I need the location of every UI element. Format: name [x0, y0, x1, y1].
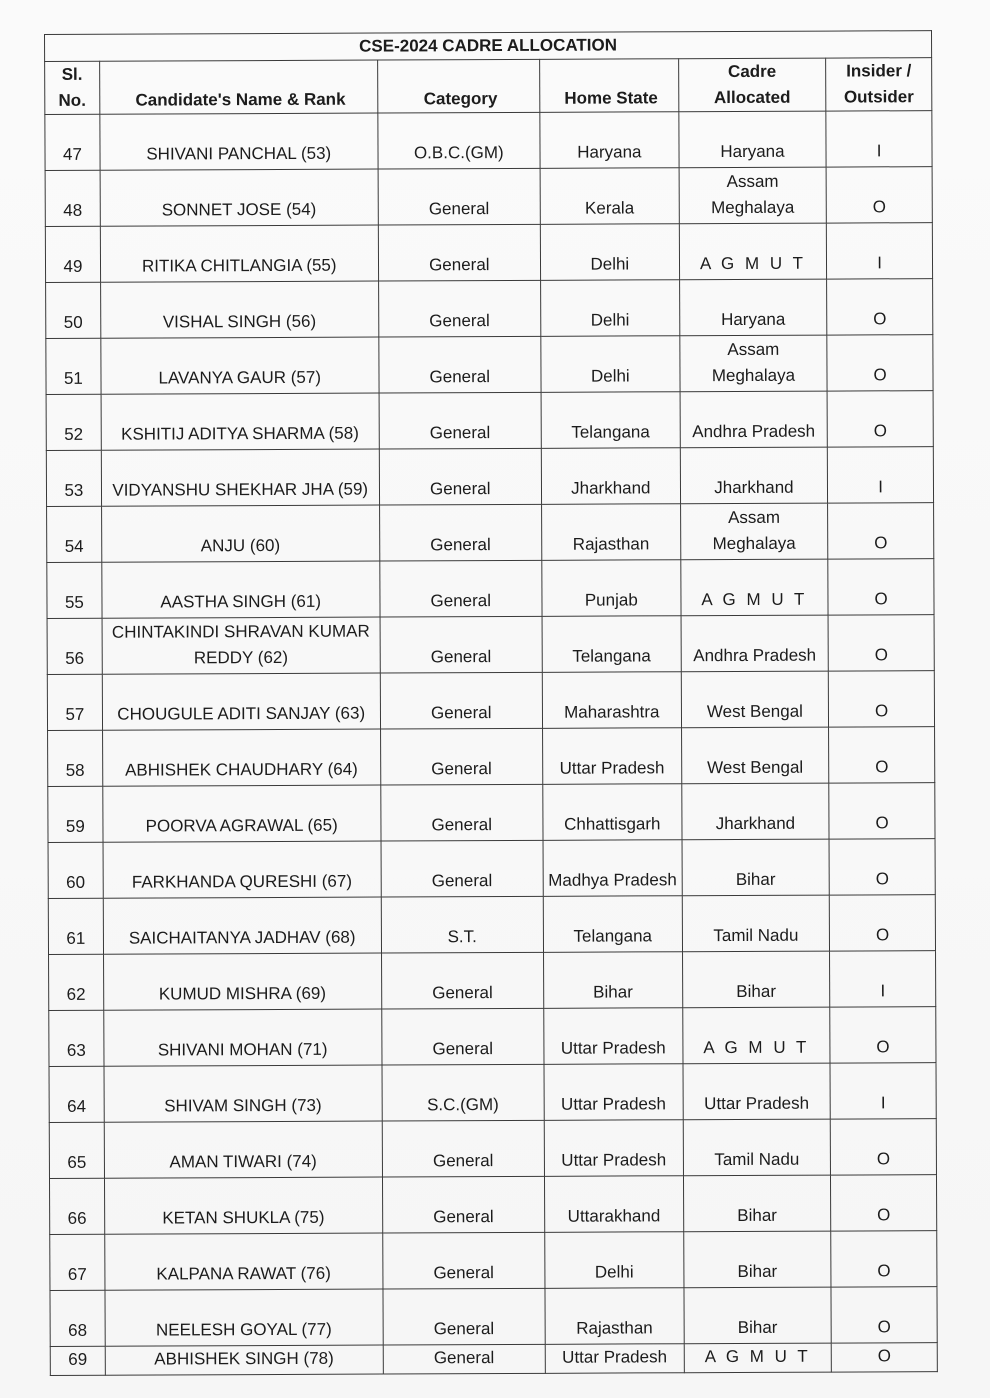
cell-home-state: Uttar Pradesh: [544, 1008, 683, 1065]
cell-insider-outsider: O: [831, 1343, 937, 1372]
cell-home-state: Madhya Pradesh: [543, 840, 682, 897]
cell-home-state: Chhattisgarh: [543, 784, 682, 841]
cell-candidate-name: SHIVAM SINGH (73): [104, 1065, 382, 1122]
cell-home-state: Telangana: [541, 392, 680, 449]
cell-sl-no: 58: [48, 730, 103, 786]
cell-category: General: [382, 1120, 545, 1177]
cell-sl-no: 68: [50, 1290, 105, 1346]
table-row: [46, 279, 933, 339]
cell-cadre-allocated: Jharkhand: [681, 783, 829, 840]
cell-cadre-allocated: Assam Meghalaya: [680, 503, 828, 560]
cell-insider-outsider: O: [831, 1231, 937, 1287]
cell-cadre-allocated: A G M U T: [682, 1007, 830, 1064]
cell-candidate-name: NEELESH GOYAL (77): [105, 1289, 383, 1346]
cell-insider-outsider: O: [829, 783, 935, 839]
cell-category: General: [381, 1008, 544, 1065]
cell-home-state: Uttar Pradesh: [544, 1120, 683, 1177]
cell-insider-outsider: O: [828, 559, 934, 615]
table-row: [49, 951, 936, 1011]
cell-candidate-name: SHIVANI PANCHAL (53): [100, 113, 378, 170]
cell-cadre-allocated: Haryana: [679, 279, 827, 336]
cell-home-state: Delhi: [545, 1232, 684, 1289]
cadre-allocation-table: [44, 30, 938, 1376]
cell-sl-no: 59: [48, 786, 103, 842]
table-row: [47, 671, 934, 731]
cell-category: General: [379, 504, 542, 561]
cell-cadre-allocated: Uttar Pradesh: [683, 1063, 831, 1120]
cell-candidate-name: VIDYANSHU SHEKHAR JHA (59): [101, 449, 379, 506]
header-sl-line1: Sl.: [61, 64, 83, 84]
cell-insider-outsider: O: [828, 671, 934, 727]
table-row: [47, 615, 934, 675]
cell-sl-no: 62: [49, 954, 104, 1010]
cell-insider-outsider: O: [827, 391, 933, 447]
cell-category: General: [378, 280, 541, 337]
cell-category: General: [378, 168, 541, 225]
header-sl-no: [45, 61, 100, 114]
cell-sl-no: 49: [45, 226, 100, 282]
cell-candidate-name: KSHITIJ ADITYA SHARMA (58): [101, 393, 379, 450]
cell-sl-no: 54: [47, 506, 102, 562]
cell-sl-no: 55: [47, 562, 102, 618]
cell-insider-outsider: O: [830, 1007, 936, 1063]
cell-candidate-name: SHIVANI MOHAN (71): [104, 1009, 382, 1066]
cell-sl-no: 57: [47, 674, 102, 730]
cell-category: General: [381, 952, 544, 1009]
cell-sl-no: 67: [50, 1234, 105, 1290]
cell-cadre-allocated: A G M U T: [684, 1343, 832, 1373]
cell-candidate-name: AMAN TIWARI (74): [104, 1121, 382, 1178]
header-home-state: Home State: [540, 59, 679, 113]
header-cadre-line1: Cadre: [727, 61, 777, 82]
table-body: [45, 111, 937, 1376]
cell-cadre-allocated: A G M U T: [680, 559, 828, 616]
cell-home-state: Delhi: [540, 224, 679, 281]
cell-home-state: Uttar Pradesh: [542, 728, 681, 785]
cell-candidate-name: VISHAL SINGH (56): [100, 281, 378, 338]
cell-cadre-allocated: Andhra Pradesh: [681, 615, 829, 672]
cell-cadre-allocated: Tamil Nadu: [683, 1119, 831, 1176]
cell-cadre-allocated: Andhra Pradesh: [680, 391, 828, 448]
cell-sl-no: 65: [49, 1122, 104, 1178]
header-io-line1: Insider /: [846, 61, 912, 81]
cell-candidate-name: KUMUD MISHRA (69): [103, 953, 381, 1010]
cell-category: General: [381, 840, 544, 897]
cell-insider-outsider: I: [827, 223, 933, 279]
table-row: [45, 223, 932, 283]
cell-category: General: [379, 448, 542, 505]
cell-home-state: Rajasthan: [542, 504, 681, 561]
cell-insider-outsider: I: [830, 951, 936, 1007]
cell-insider-outsider: I: [826, 111, 932, 167]
cell-sl-no: 53: [46, 450, 101, 506]
cell-home-state: Punjab: [542, 560, 681, 617]
cell-sl-no: 63: [49, 1010, 104, 1066]
cell-cadre-allocated: Bihar: [682, 839, 830, 896]
cell-insider-outsider: O: [827, 279, 933, 335]
table-row: [49, 1063, 936, 1123]
cell-candidate-name: FARKHANDA QURESHI (67): [103, 841, 381, 898]
cell-category: S.C.(GM): [382, 1064, 545, 1121]
cell-insider-outsider: O: [829, 727, 935, 783]
cell-home-state: Telangana: [542, 616, 681, 673]
cell-category: General: [380, 616, 543, 673]
header-category: Category: [377, 59, 540, 113]
cell-insider-outsider: O: [829, 839, 935, 895]
cell-cadre-allocated: Assam Meghalaya: [679, 167, 827, 224]
cell-sl-no: 50: [46, 282, 101, 338]
cell-home-state: Uttar Pradesh: [544, 1064, 683, 1121]
cell-candidate-name: LAVANYA GAUR (57): [101, 337, 379, 394]
cell-sl-no: 69: [50, 1346, 105, 1375]
table-row: [49, 1007, 936, 1067]
table-row: [48, 839, 935, 899]
cell-sl-no: 61: [48, 898, 103, 954]
table-title: CSE-2024 CADRE ALLOCATION: [45, 31, 932, 62]
cell-cadre-allocated: Jharkhand: [680, 447, 828, 504]
cell-sl-no: 52: [46, 394, 101, 450]
cell-home-state: Rajasthan: [545, 1288, 684, 1345]
cell-category: General: [379, 392, 542, 449]
cell-category: General: [378, 336, 541, 393]
cell-cadre-allocated: Bihar: [684, 1287, 832, 1344]
cell-home-state: Telangana: [543, 896, 682, 953]
table-row: [46, 335, 933, 395]
table-row: [47, 503, 934, 563]
cell-home-state: Kerala: [540, 168, 679, 225]
cell-category: General: [383, 1288, 546, 1345]
cell-insider-outsider: O: [830, 1119, 936, 1175]
cell-candidate-name: SAICHAITANYA JADHAV (68): [103, 897, 381, 954]
table-row: [46, 391, 933, 451]
cell-home-state: Jharkhand: [541, 448, 680, 505]
cell-category: General: [379, 560, 542, 617]
cell-sl-no: 51: [46, 338, 101, 394]
table-row: [45, 111, 932, 171]
cell-candidate-name: KETAN SHUKLA (75): [104, 1177, 382, 1234]
table-row: [48, 895, 935, 955]
header-io-line2: Outsider: [843, 87, 914, 107]
cell-insider-outsider: O: [831, 1287, 937, 1343]
cell-candidate-name: AASTHA SINGH (61): [102, 561, 380, 618]
cell-cadre-allocated: Bihar: [683, 1175, 831, 1232]
cell-insider-outsider: O: [828, 503, 934, 559]
table-row: [50, 1287, 937, 1347]
table-row: [49, 1119, 936, 1179]
cell-insider-outsider: O: [831, 1175, 937, 1231]
cell-home-state: Haryana: [540, 112, 679, 169]
table-row: [48, 727, 935, 787]
cell-insider-outsider: I: [828, 447, 934, 503]
table-row: [48, 783, 935, 843]
table-row: [46, 447, 933, 507]
cell-candidate-name: POORVA AGRAWAL (65): [103, 785, 381, 842]
header-cadre-line2: Allocated: [713, 87, 791, 108]
cell-cadre-allocated: Assam Meghalaya: [679, 335, 827, 392]
cell-home-state: Uttar Pradesh: [545, 1344, 684, 1374]
header-cadre-allocated: [678, 58, 826, 112]
cell-insider-outsider: I: [830, 1063, 936, 1119]
cell-candidate-name: SONNET JOSE (54): [100, 169, 378, 226]
cell-cadre-allocated: West Bengal: [681, 671, 829, 728]
cell-insider-outsider: O: [828, 615, 934, 671]
cell-sl-no: 64: [49, 1066, 104, 1122]
cell-candidate-name: ABHISHEK SINGH (78): [105, 1345, 383, 1375]
table-row: [47, 559, 934, 619]
table-title-row: [45, 31, 932, 62]
cell-cadre-allocated: Tamil Nadu: [682, 895, 830, 952]
cell-candidate-name: ANJU (60): [101, 505, 379, 562]
cell-category: O.B.C.(GM): [377, 112, 540, 169]
cell-sl-no: 66: [49, 1178, 104, 1234]
cell-candidate-name: RITIKA CHITLANGIA (55): [100, 225, 378, 282]
cell-category: General: [380, 784, 543, 841]
table-row: [50, 1343, 937, 1376]
table-row: [49, 1175, 936, 1235]
cell-insider-outsider: O: [829, 895, 935, 951]
header-candidate-name: Candidate's Name & Rank: [99, 60, 377, 114]
cell-category: General: [383, 1344, 545, 1374]
table-header-row: [45, 58, 932, 115]
cell-category: General: [382, 1176, 545, 1233]
cell-sl-no: 48: [45, 170, 100, 226]
header-sl-line2: No.: [58, 90, 86, 110]
cell-category: General: [378, 224, 541, 281]
cell-home-state: Bihar: [543, 952, 682, 1009]
cell-cadre-allocated: A G M U T: [679, 223, 827, 280]
cell-candidate-name: ABHISHEK CHAUDHARY (64): [102, 729, 380, 786]
cell-home-state: Delhi: [541, 336, 680, 393]
cell-cadre-allocated: West Bengal: [681, 727, 829, 784]
cell-sl-no: 60: [48, 842, 103, 898]
cell-insider-outsider: O: [827, 335, 933, 391]
cell-candidate-name: CHOUGULE ADITI SANJAY (63): [102, 673, 380, 730]
cell-sl-no: 47: [45, 114, 100, 170]
cell-category: General: [382, 1232, 545, 1289]
cell-cadre-allocated: Haryana: [679, 111, 827, 168]
cell-sl-no: 56: [47, 618, 102, 674]
cell-home-state: Maharashtra: [542, 672, 681, 729]
cell-category: General: [380, 728, 543, 785]
table-row: [50, 1231, 937, 1291]
cell-cadre-allocated: Bihar: [683, 1231, 831, 1288]
cell-insider-outsider: O: [826, 167, 932, 223]
cell-home-state: Uttarakhand: [544, 1176, 683, 1233]
cell-cadre-allocated: Bihar: [682, 951, 830, 1008]
cell-candidate-name: KALPANA RAWAT (76): [105, 1233, 383, 1290]
cell-candidate-name: CHINTAKINDI SHRAVAN KUMAR REDDY (62): [102, 617, 380, 674]
cell-category: S.T.: [381, 896, 544, 953]
cell-category: General: [380, 672, 543, 729]
cell-home-state: Delhi: [541, 280, 680, 337]
table-row: [45, 167, 932, 227]
header-insider-outsider: [826, 58, 932, 111]
